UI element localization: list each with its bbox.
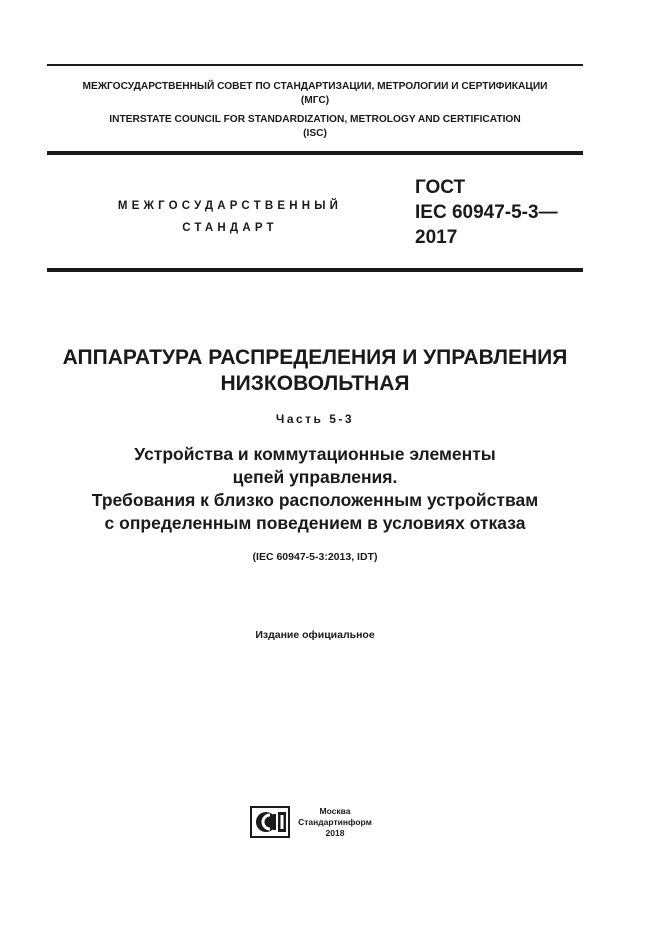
council-en: INTERSTATE COUNCIL FOR STANDARDIZATION, METROLOGY AND CERTIFICATION bbox=[109, 114, 521, 125]
gost-number: IEC 60947-5-3— bbox=[415, 202, 558, 223]
publisher-info bbox=[295, 806, 375, 839]
standard-type-line1: МЕЖГОСУДАРСТВЕННЫЙ bbox=[117, 200, 343, 212]
standard-type bbox=[100, 195, 360, 239]
subtitle-line4: с определенным поведением в условиях отказа bbox=[104, 513, 526, 533]
gost-label: ГОСТ bbox=[415, 177, 466, 198]
subtitle-line3: Требования к близко расположенным устройствам bbox=[91, 490, 539, 510]
publisher-city: Москва bbox=[319, 806, 351, 816]
iec-reference: (IEC 60947-5-3:2013, IDT) bbox=[252, 551, 378, 563]
publisher-name: Стандартинформ bbox=[298, 817, 372, 827]
council-en-abbr: (ISC) bbox=[303, 128, 327, 139]
top-rule bbox=[47, 64, 583, 66]
page-title-line2: НИЗКОВОЛЬТНАЯ bbox=[220, 372, 410, 395]
publisher-year: 2018 bbox=[325, 828, 345, 838]
standartinform-logo-icon bbox=[250, 806, 290, 838]
gost-year: 2017 bbox=[415, 227, 458, 248]
standard-divider bbox=[47, 268, 583, 272]
standard-type-line2: СТАНДАРТ bbox=[182, 222, 278, 234]
council-ru-abbr: (МГС) bbox=[300, 95, 330, 106]
part-label: Часть 5-3 bbox=[275, 412, 355, 426]
council-ru: МЕЖГОСУДАРСТВЕННЫЙ СОВЕТ ПО СТАНДАРТИЗАЦИИ, МЕТРОЛОГИИ И СЕРТИФИКАЦИИ bbox=[82, 81, 548, 92]
page-title-line1: АППАРАТУРА РАСПРЕДЕЛЕНИЯ И УПРАВЛЕНИЯ bbox=[62, 346, 568, 369]
edition-label: Издание официальное bbox=[255, 629, 375, 641]
gost-designation bbox=[415, 175, 558, 250]
header-divider bbox=[47, 151, 583, 155]
subtitle-line1: Устройства и коммутационные элементы bbox=[134, 444, 496, 464]
subtitle-line2: цепей управления. bbox=[232, 467, 398, 487]
